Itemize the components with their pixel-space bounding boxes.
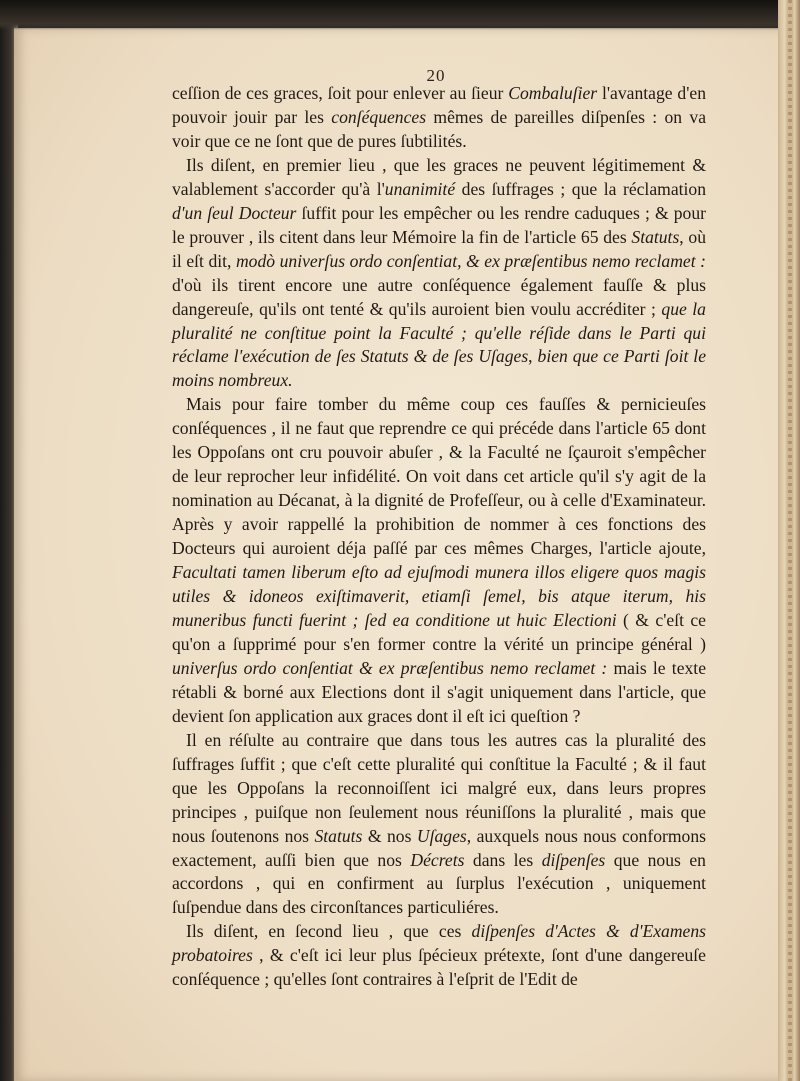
italic-run: Statuts: [631, 226, 680, 247]
italic-run: Décrets: [410, 849, 465, 870]
italic-run: diſpenſes d'Actes & d'Examens probatoires: [172, 921, 706, 966]
italic-run: bien que ce Parti ſoit le moins nombreux.: [172, 346, 707, 391]
italic-run: univerſus ordo conſentiat & ex præſentibus nemo reclamet :: [172, 657, 608, 678]
text-run: ( & c'eſt ce qu'on a ſupprimé pour s'en former contre la vérité un principe général ): [172, 609, 706, 654]
italic-run: unanimité: [384, 178, 456, 199]
italic-run: modò univerſus ordo conſentiat, & ex præſentibus nemo reclamet :: [235, 250, 707, 271]
text-run: , où il eſt dit,: [172, 226, 706, 271]
text-run: mais le texte rétabli & borné aux Elections dont il s'agit uniquement dans l'article, que devient ſon application aux graces dont il eſt ici queſtion ?: [172, 657, 706, 726]
text-run: dans les: [464, 849, 542, 870]
text-run: d'où ils tirent encore une autre conſéquence également fauſſe & plus dangereuſe, qu'ils ont tenté & qu'ils auroient bien voulu accréditer ;: [172, 274, 706, 319]
italic-run: Facultati tamen liberum eſto ad ejuſmodi munera illos eligere quos magis utiles & idoneos exiſtimaverit, etiamſi ſemel, bis atque iterum, his muneribus functi fuerint ; ſed ea conditione ut huic Electioni: [172, 562, 706, 630]
body-text: [172, 82, 706, 992]
text-run: mêmes de pareilles diſpenſes : on va voir que ce ne ſont que de pures ſubtilités.: [172, 106, 707, 151]
text-run: Mais pour faire tomber du même coup ces fauſſes & pernicieuſes conſéquences , il ne faut que reprendre ce qui précéde dans l'article 65 dont les Oppoſans ont cru pouvoir abuſer , & la Faculté ne ſçauroit s'empêcher de leur reprocher leur infidélité. On voit dans cet article qu'il s'y agit de la nomination au Décanat, à la dignité de Profeſſeur, ou à celle d'Examinateur. Après y avoir rappellé la prohibition de nommer à ces fonctions des Docteurs qui auroient déja paſſé par ces mêmes Charges, l'article ajoute,: [172, 394, 706, 559]
paragraph-5: [172, 920, 706, 992]
text-run: , & c'eſt ici leur plus ſpécieux prétexte, ſont d'une dangereuſe conſéquence ; qu'elles ſont contraires à l'eſprit de l'Edit de: [172, 945, 706, 990]
italic-run: que la pluralité ne conſtitue point la Faculté ; qu'elle réſide dans le Parti qui réclame l'exécution de ſes Statuts & de ſes Uſages: [172, 298, 706, 367]
italic-run: Combaluſier: [508, 83, 598, 103]
text-run: l'avantage d'en pouvoir jouir par les: [172, 83, 706, 127]
italic-run: conſéquences: [331, 106, 427, 127]
page-stack-lines: [788, 0, 792, 1081]
text-run: des ſuffrages ; que la réclamation: [455, 178, 706, 199]
scan-top-shadow: [0, 0, 800, 30]
italic-run: Uſages: [416, 825, 467, 846]
text-run: que nous en accordons , qui en confirment au ſurplus l'exécution , uniquement ſuſpendue dans des circonſtances particuliéres.: [172, 849, 706, 918]
paragraph-2: [172, 154, 706, 394]
italic-run: diſpenſes: [541, 849, 606, 870]
italic-run: Statuts: [314, 825, 363, 846]
text-run: ,: [528, 346, 538, 367]
text-run: Il en réſulte au contraire que dans tous les autres cas la pluralité des ſuffrages ſuffit ; que c'eſt cette pluralité qui conſtitue la Faculté ; & il faut que les Oppoſans la reconnoiſſent ici malgré eux, dans leurs propres principes , puiſque non ſeulement nous réuniſſons la pluralité , mais que nous ſoutenons nos: [172, 729, 706, 846]
text-run: Ils diſent, en ſecond lieu , que ces: [186, 921, 472, 942]
text-run: ceſſion de ces graces, ſoit pour enlever au ſieur: [172, 83, 509, 103]
text-run: & nos: [362, 825, 417, 846]
italic-run: d'un ſeul Docteur: [172, 202, 297, 223]
page-number: 20: [426, 66, 446, 85]
text-run: , auxquels nous nous conformons exactement, auſſi bien que nos: [172, 825, 706, 870]
paragraph-4: [172, 729, 706, 921]
paragraph-1: [172, 82, 706, 154]
paragraph-3: [172, 393, 706, 728]
text-run: Ils diſent, en premier lieu , que les graces ne peuvent légitimement & valablement s'accorder qu'à l': [172, 154, 706, 199]
text-run: ſuffit pour les empêcher ou les rendre caduques ; & pour le prouver , ils citent dans leur Mémoire la fin de l'article 65 des: [172, 202, 706, 247]
